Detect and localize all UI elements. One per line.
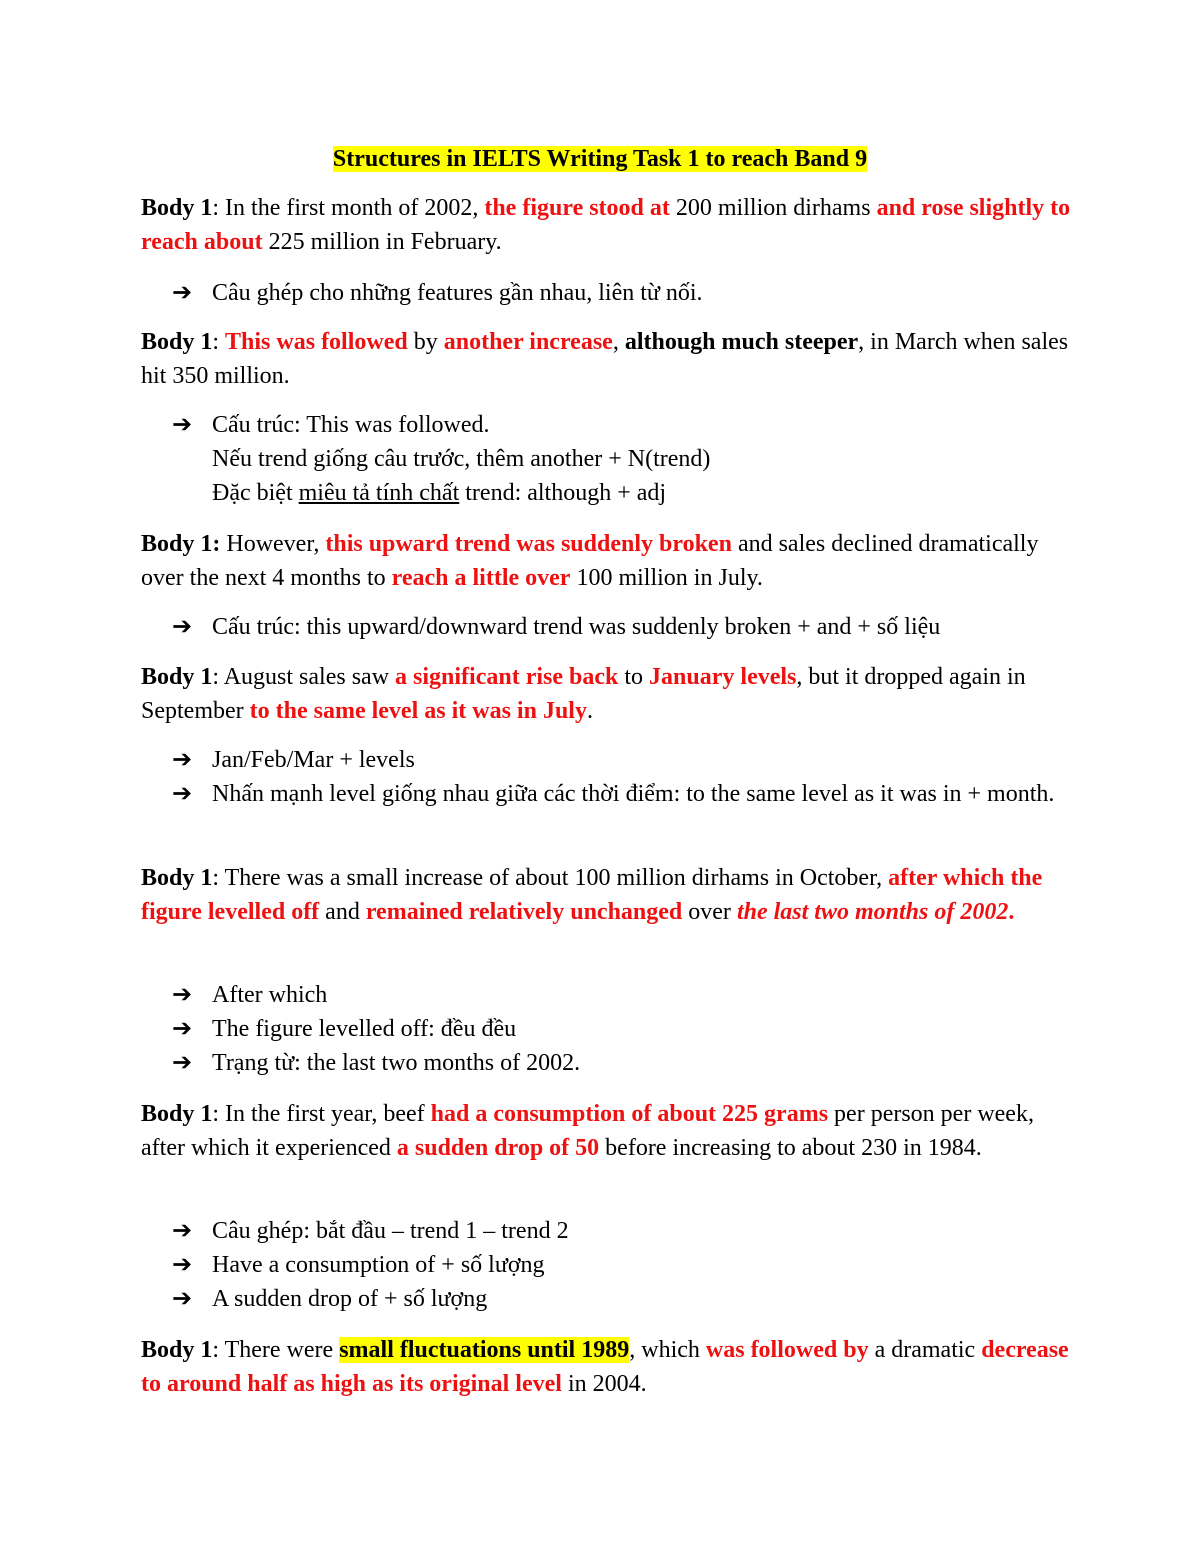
highlight-phrase: January levels [649, 664, 797, 690]
arrow-icon: ➔ [172, 1016, 193, 1042]
paragraph-7 [141, 1333, 1071, 1401]
highlight-phrase: a sudden drop of 50 [396, 1135, 600, 1161]
highlight-phrase: . [1008, 899, 1015, 925]
text: , which [629, 1337, 706, 1363]
note-list-6 [172, 1214, 1072, 1316]
paragraph-4 [141, 660, 1071, 728]
text: a dramatic [868, 1337, 982, 1363]
text: : There were [212, 1337, 340, 1363]
note-list-3 [172, 610, 1072, 644]
text: in 2004. [561, 1371, 647, 1397]
arrow-icon: ➔ [172, 1286, 193, 1312]
note-item [172, 1046, 1072, 1080]
arrow-icon: ➔ [172, 781, 193, 807]
note-text: The figure levelled off: đều đều [212, 1016, 517, 1042]
arrow-icon: ➔ [172, 280, 193, 306]
paragraph-5 [141, 861, 1071, 929]
paragraph-1 [141, 191, 1071, 259]
text: : [212, 195, 220, 221]
paragraph-2 [141, 325, 1071, 393]
highlight-phrase: This was followed [225, 329, 408, 355]
body-label: Body 1: [141, 531, 221, 557]
underlined-phrase: miêu tả tính chất [298, 480, 460, 506]
note-item [172, 1282, 1072, 1316]
arrow-icon: ➔ [172, 747, 193, 773]
note-item [172, 777, 1072, 811]
highlight-phrase: the figure stood at [484, 195, 670, 221]
note-list-5 [172, 978, 1072, 1080]
arrow-icon: ➔ [172, 1218, 193, 1244]
body-label: Body 1 [141, 865, 213, 891]
text: , [612, 329, 625, 355]
paragraph-3 [141, 527, 1071, 595]
bold-phrase: although much steeper [624, 329, 859, 355]
text: , but it dropped again in September [141, 664, 1026, 724]
highlight-phrase: to the same level as it was in July [249, 698, 587, 724]
note-item [172, 276, 1072, 310]
body-label: Body 1 [141, 195, 213, 221]
body-label: Body 1 [141, 1101, 213, 1127]
arrow-icon: ➔ [172, 614, 193, 640]
arrow-icon: ➔ [172, 982, 193, 1008]
document-title [0, 142, 1200, 176]
text: 225 million in February. [262, 229, 502, 255]
note-text: Cấu trúc: this upward/downward trend was suddenly broken + and + số liệu [212, 614, 941, 640]
text: 200 million dirhams [669, 195, 877, 221]
note-text: A sudden drop of + số lượng [212, 1286, 488, 1312]
body-label: Body 1 [141, 664, 213, 690]
text: Đặc biệt [212, 480, 299, 506]
text: trend: although + adj [459, 480, 667, 506]
highlight-phrase: the last two months of 2002 [736, 899, 1009, 925]
arrow-icon: ➔ [172, 1252, 193, 1278]
note-text: Câu ghép cho những features gần nhau, liên từ nối. [212, 280, 703, 306]
yellow-highlight-phrase: small fluctuations until 1989 [339, 1337, 630, 1363]
arrow-icon: ➔ [172, 412, 193, 438]
note-text: Nếu trend giống câu trước, thêm another + N(trend) [212, 446, 711, 472]
highlight-phrase: had a consumption of about 225 grams [430, 1101, 829, 1127]
text: : August sales saw [212, 664, 396, 690]
body-label: Body 1 [141, 329, 213, 355]
arrow-icon: ➔ [172, 1050, 193, 1076]
text: : In the first year, beef [212, 1101, 431, 1127]
note-text: Have a consumption of + số lượng [212, 1252, 545, 1278]
text: to [618, 664, 650, 690]
note-item [172, 743, 1072, 777]
paragraph-6 [141, 1097, 1071, 1165]
highlight-phrase: reach a little over [391, 565, 571, 591]
text: . [586, 698, 593, 724]
text: over [682, 899, 737, 925]
note-list-2 [172, 408, 1072, 510]
note-text: After which [212, 982, 328, 1008]
highlight-phrase: decrease to around half as high as its original level [141, 1337, 1069, 1397]
text: and [319, 899, 366, 925]
note-list-1 [172, 276, 1072, 310]
text: However, [220, 531, 326, 557]
text: , in March when sales hit 350 million. [141, 329, 1069, 389]
note-text: Trạng từ: the last two months of 2002. [212, 1050, 581, 1076]
note-text: Câu ghép: bắt đầu – trend 1 – trend 2 [212, 1218, 569, 1244]
text: by [407, 329, 444, 355]
note-text [172, 476, 1072, 510]
note-item [172, 1248, 1072, 1282]
highlight-phrase: remained relatively unchanged [365, 899, 683, 925]
note-text: Cấu trúc: This was followed. [212, 412, 490, 438]
note-item [172, 610, 1072, 644]
note-item [172, 1012, 1072, 1046]
text: : [212, 329, 220, 355]
text: and sales declined dramatically over the next 4 months to [141, 531, 1039, 591]
text: 100 million in July. [570, 565, 763, 591]
highlight-phrase: a significant rise back [395, 664, 619, 690]
text: : There was a small increase of about 100 million dirhams in October, [212, 865, 889, 891]
highlight-phrase: this upward trend was suddenly broken [325, 531, 732, 557]
body-label: Body 1 [141, 1337, 213, 1363]
highlight-phrase: after which the figure levelled off [141, 865, 1043, 925]
note-text: Nhấn mạnh level giống nhau giữa các thời điểm: to the same level as it was in + month. [212, 781, 1055, 807]
note-item [172, 408, 1072, 442]
note-list-4 [172, 743, 1072, 811]
note-text: Jan/Feb/Mar + levels [212, 747, 415, 773]
text: before increasing to about 230 in 1984. [599, 1135, 982, 1161]
text: per person per week, after which it experienced [141, 1101, 1034, 1161]
note-item [172, 978, 1072, 1012]
note-item [172, 1214, 1072, 1248]
title-highlight: Structures in IELTS Writing Task 1 to reach Band 9 [332, 146, 868, 172]
highlight-phrase: and rose slightly to reach about [141, 195, 1071, 255]
highlight-phrase: another increase [443, 329, 613, 355]
highlight-phrase: was followed by [705, 1337, 869, 1363]
text: In the first month of 2002, [219, 195, 485, 221]
